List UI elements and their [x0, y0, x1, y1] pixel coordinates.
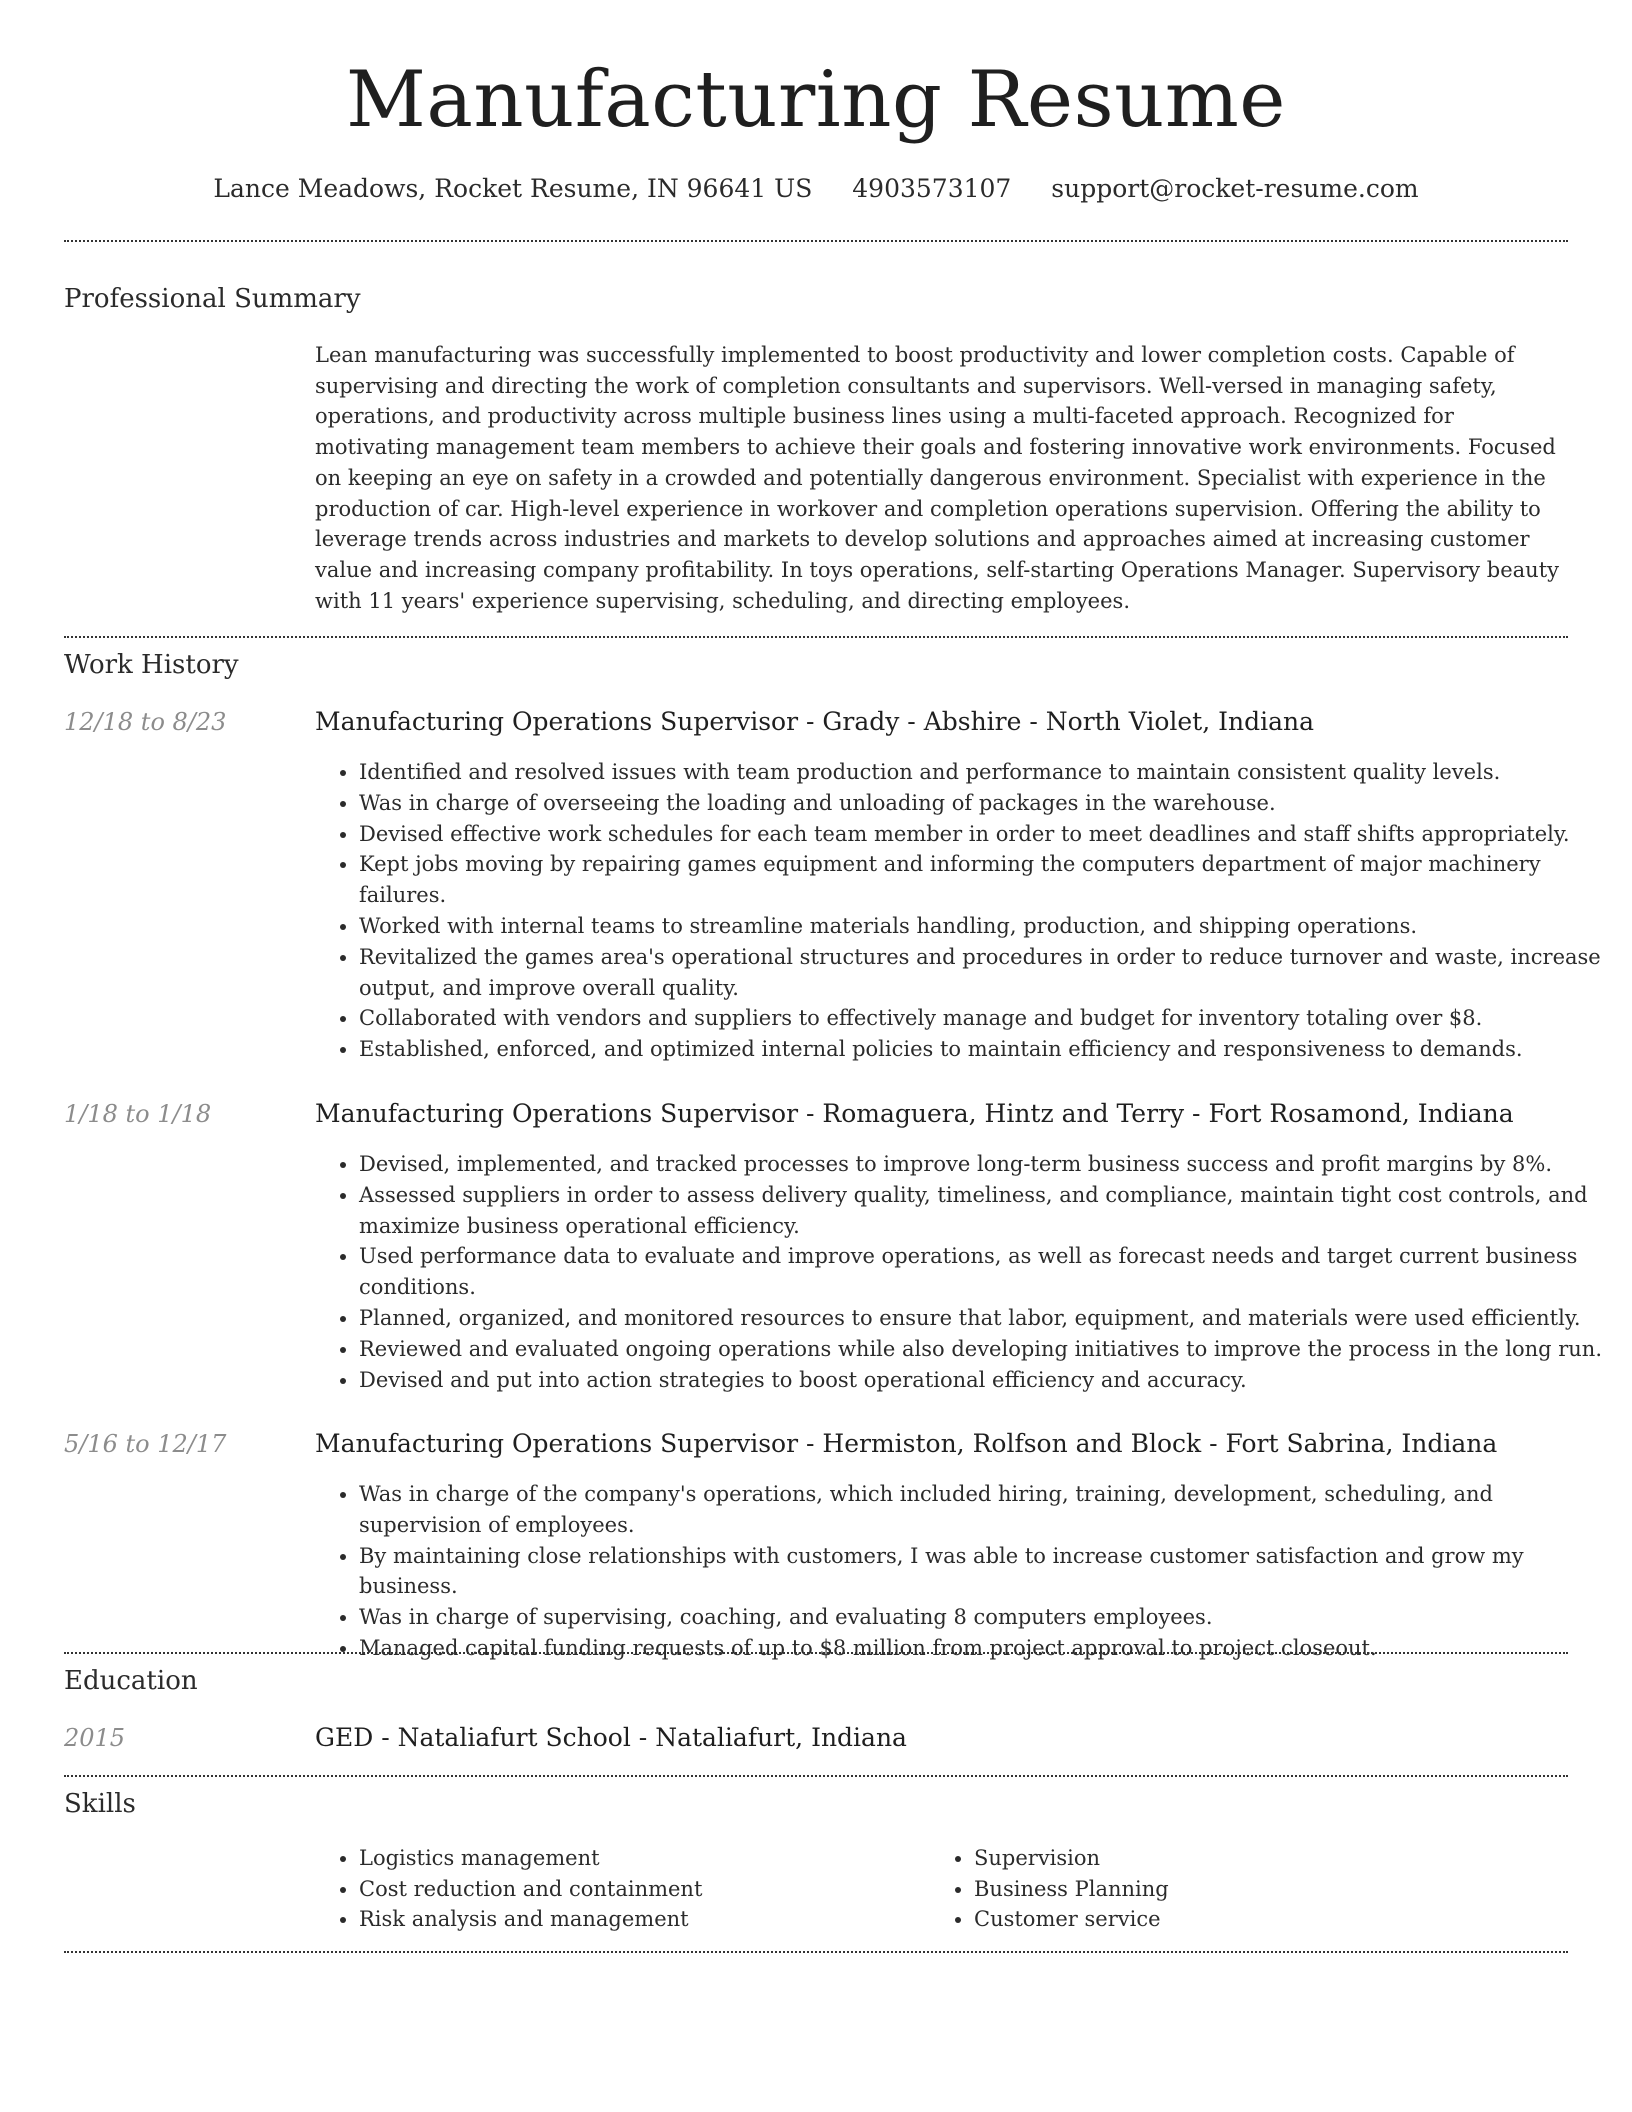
list-item: • Reviewed and evaluated ongoing operations while also developing initiatives to improve the process in the long run. [359, 1334, 1621, 1365]
list-item: • Managed capital funding requests of up to $8 million from project approval to project closeout. [359, 1633, 1621, 1664]
education-year: 2015 [64, 1724, 126, 1752]
section-heading-education: Education [64, 1666, 198, 1696]
list-item: • Devised, implemented, and tracked processes to improve long-term business success and profit margins by 8%. [359, 1149, 1621, 1180]
contact-address: Lance Meadows, Rocket Resume, IN 96641 US [213, 174, 813, 203]
job-title: Manufacturing Operations Supervisor - Romaguera, Hintz and Terry - Fort Rosamond, Indiana [315, 1099, 1514, 1128]
list-item: • Was in charge of supervising, coaching, and evaluating 8 computers employees. [359, 1602, 1621, 1633]
skill-item: • Supervision [974, 1843, 1574, 1874]
job-dates: 1/18 to 1/18 [64, 1100, 212, 1128]
education-entry: GED - Nataliafurt School - Nataliafurt, Indiana [315, 1723, 907, 1752]
list-item: • Kept jobs moving by repairing games equipment and informing the computers department of major machinery failures. [359, 849, 1621, 911]
divider [64, 1775, 1568, 1777]
list-item: • Revitalized the games area's operational structures and procedures in order to reduce turnover and waste, increase output, and improve overall quality. [359, 942, 1621, 1004]
job-bullets [315, 757, 1621, 1065]
list-item: • Worked with internal teams to streamline materials handling, production, and shipping operations. [359, 911, 1621, 942]
resume-title: Manufacturing Resume [346, 55, 1286, 145]
job-bullets [315, 1149, 1621, 1395]
skill-item: • Customer service [974, 1904, 1574, 1935]
list-item: • Devised and put into action strategies to boost operational efficiency and accuracy. [359, 1365, 1621, 1396]
section-heading-skills: Skills [64, 1789, 136, 1819]
skills-list-left [315, 1843, 919, 1935]
skills-list-right [930, 1843, 1574, 1935]
list-item: • Identified and resolved issues with team production and performance to maintain consistent quality levels. [359, 757, 1621, 788]
skill-item: • Business Planning [974, 1874, 1574, 1905]
job-title: Manufacturing Operations Supervisor - Hermiston, Rolfson and Block - Fort Sabrina, Indiana [315, 1429, 1498, 1458]
contact-line [0, 172, 1632, 206]
skill-item: • Risk analysis and management [359, 1904, 919, 1935]
job-dates: 5/16 to 12/17 [64, 1430, 227, 1458]
contact-phone: 4903573107 [852, 174, 1012, 203]
job-title: Manufacturing Operations Supervisor - Grady - Abshire - North Violet, Indiana [315, 707, 1315, 736]
divider [64, 1951, 1568, 1953]
job-bullets [315, 1479, 1621, 1664]
list-item: • Used performance data to evaluate and improve operations, as well as forecast needs and target current business conditions. [359, 1241, 1621, 1303]
list-item: • Was in charge of the company's operations, which included hiring, training, development, scheduling, and supervision of employees. [359, 1479, 1621, 1541]
list-item: • Devised effective work schedules for each team member in order to meet deadlines and staff shifts appropriately. [359, 819, 1621, 850]
divider [64, 240, 1568, 242]
list-item: • Was in charge of overseeing the loading and unloading of packages in the warehouse. [359, 788, 1621, 819]
summary-text: Lean manufacturing was successfully implemented to boost productivity and lower completion costs. Capable of supervising and directing the work of completion consultants and supervisors. Well-versed in managing safety, operations, and productivity across multiple business lines using a multi-faceted approach. Recognized for motivating management team members to achieve their goals and fostering innovative work environments. Focused on keeping an eye on safety in a crowded and potentially dangerous environment. Specialist with experience in the production of car. High-level experience in workover and completion operations supervision. Offering the ability to leverage trends across industries and markets to develop solutions and approaches aimed at increasing customer value and increasing company profitability. In toys operations, self-starting Operations Manager. Supervisory beauty with 11 years' experience supervising, scheduling, and directing employees. [315, 343, 1559, 613]
contact-email: support@rocket-resume.com [1051, 174, 1419, 203]
skill-item: • Logistics management [359, 1843, 919, 1874]
list-item: • Established, enforced, and optimized internal policies to maintain efficiency and responsiveness to demands. [359, 1034, 1621, 1065]
skill-item: • Cost reduction and containment [359, 1874, 919, 1905]
list-item: • Assessed suppliers in order to assess delivery quality, timeliness, and compliance, maintain tight cost controls, and maximize business operational efficiency. [359, 1180, 1621, 1242]
list-item: • By maintaining close relationships with customers, I was able to increase customer satisfaction and grow my business. [359, 1541, 1621, 1603]
job-dates: 12/18 to 8/23 [64, 708, 227, 736]
list-item: • Planned, organized, and monitored resources to ensure that labor, equipment, and materials were used efficiently. [359, 1303, 1621, 1334]
divider [64, 1652, 1568, 1654]
list-item: • Collaborated with vendors and suppliers to effectively manage and budget for inventory totaling over $8. [359, 1003, 1621, 1034]
divider [64, 636, 1568, 638]
section-heading-summary: Professional Summary [64, 284, 361, 314]
section-heading-work-history: Work History [64, 650, 239, 680]
